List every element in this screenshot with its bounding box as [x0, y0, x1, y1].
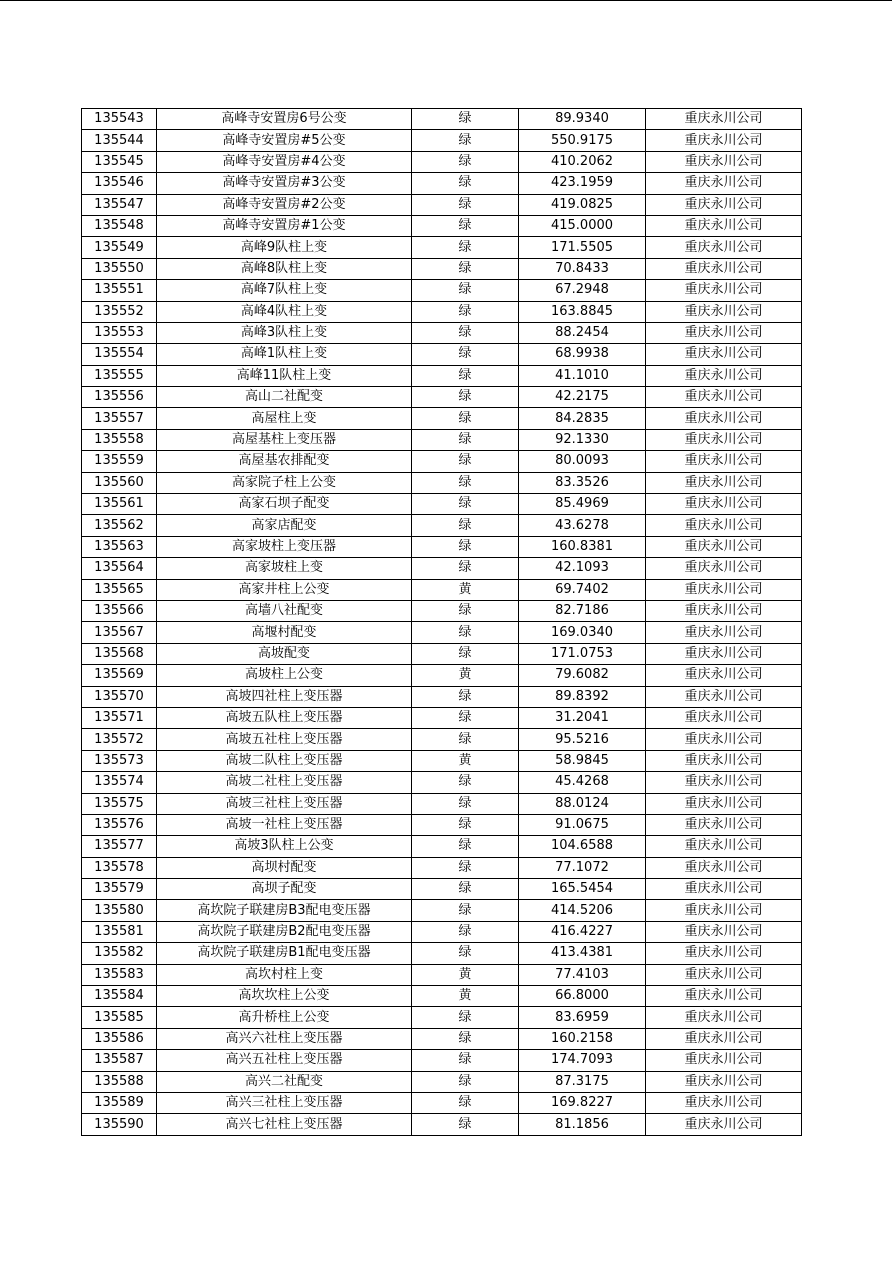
- value-cell: 104.6588: [519, 836, 646, 857]
- status-cell: 绿: [412, 600, 519, 621]
- table-row: [82, 1114, 802, 1135]
- table-row: [82, 322, 802, 343]
- table-row: [82, 109, 802, 130]
- id-cell: 135588: [82, 1071, 157, 1092]
- value-cell: 87.3175: [519, 1071, 646, 1092]
- company-cell: 重庆永川公司: [646, 1071, 802, 1092]
- id-cell: 135567: [82, 622, 157, 643]
- name-cell: 高堰村配变: [157, 622, 412, 643]
- id-cell: 135585: [82, 1007, 157, 1028]
- name-cell: 高坝子配变: [157, 879, 412, 900]
- table-row: [82, 387, 802, 408]
- table-row: [82, 986, 802, 1007]
- table-row: [82, 1050, 802, 1071]
- company-cell: 重庆永川公司: [646, 1050, 802, 1071]
- company-cell: 重庆永川公司: [646, 408, 802, 429]
- company-cell: 重庆永川公司: [646, 472, 802, 493]
- value-cell: 416.4227: [519, 921, 646, 942]
- company-cell: 重庆永川公司: [646, 109, 802, 130]
- table-row: [82, 194, 802, 215]
- company-cell: 重庆永川公司: [646, 301, 802, 322]
- value-cell: 84.2835: [519, 408, 646, 429]
- status-cell: 绿: [412, 536, 519, 557]
- status-cell: 绿: [412, 1071, 519, 1092]
- value-cell: 43.6278: [519, 515, 646, 536]
- name-cell: 高峰4队柱上变: [157, 301, 412, 322]
- value-cell: 41.1010: [519, 365, 646, 386]
- name-cell: 高坎院子联建房B3配电变压器: [157, 900, 412, 921]
- status-cell: 绿: [412, 151, 519, 172]
- table-row: [82, 515, 802, 536]
- status-cell: 黄: [412, 986, 519, 1007]
- name-cell: 高峰寺安置房#3公变: [157, 173, 412, 194]
- id-cell: 135590: [82, 1114, 157, 1135]
- name-cell: 高兴五社柱上变压器: [157, 1050, 412, 1071]
- company-cell: 重庆永川公司: [646, 130, 802, 151]
- id-cell: 135563: [82, 536, 157, 557]
- value-cell: 42.2175: [519, 387, 646, 408]
- status-cell: 绿: [412, 109, 519, 130]
- name-cell: 高峰寺安置房#2公变: [157, 194, 412, 215]
- company-cell: 重庆永川公司: [646, 237, 802, 258]
- id-cell: 135582: [82, 943, 157, 964]
- table-row: [82, 344, 802, 365]
- id-cell: 135589: [82, 1092, 157, 1113]
- name-cell: 高家店配变: [157, 515, 412, 536]
- value-cell: 174.7093: [519, 1050, 646, 1071]
- company-cell: 重庆永川公司: [646, 558, 802, 579]
- table-row: [82, 258, 802, 279]
- id-cell: 135552: [82, 301, 157, 322]
- status-cell: 黄: [412, 964, 519, 985]
- table-row: [82, 643, 802, 664]
- value-cell: 82.7186: [519, 600, 646, 621]
- name-cell: 高坡柱上公变: [157, 665, 412, 686]
- company-cell: 重庆永川公司: [646, 964, 802, 985]
- table-row: [82, 472, 802, 493]
- name-cell: 高坡3队柱上公变: [157, 836, 412, 857]
- table-row: [82, 900, 802, 921]
- value-cell: 67.2948: [519, 280, 646, 301]
- name-cell: 高坡一社柱上变压器: [157, 814, 412, 835]
- company-cell: 重庆永川公司: [646, 173, 802, 194]
- value-cell: 95.5216: [519, 729, 646, 750]
- name-cell: 高坎村柱上变: [157, 964, 412, 985]
- status-cell: 黄: [412, 750, 519, 771]
- status-cell: 绿: [412, 130, 519, 151]
- status-cell: 绿: [412, 472, 519, 493]
- status-cell: 绿: [412, 515, 519, 536]
- id-cell: 135570: [82, 686, 157, 707]
- table-row: [82, 558, 802, 579]
- company-cell: 重庆永川公司: [646, 151, 802, 172]
- id-cell: 135551: [82, 280, 157, 301]
- value-cell: 85.4969: [519, 494, 646, 515]
- status-cell: 绿: [412, 622, 519, 643]
- id-cell: 135558: [82, 429, 157, 450]
- name-cell: 高峰寺安置房#1公变: [157, 215, 412, 236]
- table-row: [82, 365, 802, 386]
- status-cell: 绿: [412, 686, 519, 707]
- id-cell: 135576: [82, 814, 157, 835]
- value-cell: 163.8845: [519, 301, 646, 322]
- company-cell: 重庆永川公司: [646, 643, 802, 664]
- name-cell: 高家井柱上公变: [157, 579, 412, 600]
- name-cell: 高屋柱上变: [157, 408, 412, 429]
- table-row: [82, 130, 802, 151]
- company-cell: 重庆永川公司: [646, 1028, 802, 1049]
- value-cell: 70.8433: [519, 258, 646, 279]
- table-row: [82, 1071, 802, 1092]
- name-cell: 高坡配变: [157, 643, 412, 664]
- value-cell: 414.5206: [519, 900, 646, 921]
- id-cell: 135583: [82, 964, 157, 985]
- status-cell: 绿: [412, 879, 519, 900]
- id-cell: 135577: [82, 836, 157, 857]
- status-cell: 黄: [412, 579, 519, 600]
- id-cell: 135566: [82, 600, 157, 621]
- company-cell: 重庆永川公司: [646, 943, 802, 964]
- value-cell: 410.2062: [519, 151, 646, 172]
- table-row: [82, 772, 802, 793]
- company-cell: 重庆永川公司: [646, 365, 802, 386]
- table-row: [82, 494, 802, 515]
- table-row: [82, 1092, 802, 1113]
- name-cell: 高峰8队柱上变: [157, 258, 412, 279]
- id-cell: 135573: [82, 750, 157, 771]
- company-cell: 重庆永川公司: [646, 600, 802, 621]
- value-cell: 415.0000: [519, 215, 646, 236]
- id-cell: 135549: [82, 237, 157, 258]
- table-row: [82, 579, 802, 600]
- value-cell: 160.8381: [519, 536, 646, 557]
- id-cell: 135587: [82, 1050, 157, 1071]
- table-row: [82, 280, 802, 301]
- status-cell: 绿: [412, 814, 519, 835]
- name-cell: 高兴二社配变: [157, 1071, 412, 1092]
- name-cell: 高峰寺安置房6号公变: [157, 109, 412, 130]
- name-cell: 高家石坝子配变: [157, 494, 412, 515]
- value-cell: 68.9938: [519, 344, 646, 365]
- id-cell: 135579: [82, 879, 157, 900]
- company-cell: 重庆永川公司: [646, 707, 802, 728]
- table-row: [82, 665, 802, 686]
- id-cell: 135578: [82, 857, 157, 878]
- value-cell: 89.8392: [519, 686, 646, 707]
- company-cell: 重庆永川公司: [646, 451, 802, 472]
- company-cell: 重庆永川公司: [646, 793, 802, 814]
- company-cell: 重庆永川公司: [646, 429, 802, 450]
- value-cell: 92.1330: [519, 429, 646, 450]
- value-cell: 77.1072: [519, 857, 646, 878]
- status-cell: 绿: [412, 1114, 519, 1135]
- value-cell: 81.1856: [519, 1114, 646, 1135]
- name-cell: 高峰1队柱上变: [157, 344, 412, 365]
- name-cell: 高坡二社柱上变压器: [157, 772, 412, 793]
- company-cell: 重庆永川公司: [646, 579, 802, 600]
- name-cell: 高峰9队柱上变: [157, 237, 412, 258]
- status-cell: 绿: [412, 793, 519, 814]
- name-cell: 高山二社配变: [157, 387, 412, 408]
- company-cell: 重庆永川公司: [646, 194, 802, 215]
- company-cell: 重庆永川公司: [646, 215, 802, 236]
- status-cell: 绿: [412, 173, 519, 194]
- status-cell: 绿: [412, 429, 519, 450]
- id-cell: 135557: [82, 408, 157, 429]
- status-cell: 绿: [412, 836, 519, 857]
- value-cell: 413.4381: [519, 943, 646, 964]
- status-cell: 黄: [412, 665, 519, 686]
- name-cell: 高峰寺安置房#4公变: [157, 151, 412, 172]
- name-cell: 高家坡柱上变压器: [157, 536, 412, 557]
- value-cell: 550.9175: [519, 130, 646, 151]
- id-cell: 135544: [82, 130, 157, 151]
- table-row: [82, 408, 802, 429]
- company-cell: 重庆永川公司: [646, 879, 802, 900]
- company-cell: 重庆永川公司: [646, 729, 802, 750]
- company-cell: 重庆永川公司: [646, 515, 802, 536]
- company-cell: 重庆永川公司: [646, 536, 802, 557]
- status-cell: 绿: [412, 237, 519, 258]
- id-cell: 135575: [82, 793, 157, 814]
- status-cell: 绿: [412, 215, 519, 236]
- value-cell: 80.0093: [519, 451, 646, 472]
- id-cell: 135564: [82, 558, 157, 579]
- status-cell: 绿: [412, 408, 519, 429]
- name-cell: 高坡二队柱上变压器: [157, 750, 412, 771]
- id-cell: 135581: [82, 921, 157, 942]
- name-cell: 高升桥柱上公变: [157, 1007, 412, 1028]
- name-cell: 高坎院子联建房B2配电变压器: [157, 921, 412, 942]
- value-cell: 83.3526: [519, 472, 646, 493]
- table-row: [82, 622, 802, 643]
- status-cell: 绿: [412, 772, 519, 793]
- status-cell: 绿: [412, 900, 519, 921]
- value-cell: 160.2158: [519, 1028, 646, 1049]
- value-cell: 42.1093: [519, 558, 646, 579]
- value-cell: 171.0753: [519, 643, 646, 664]
- company-cell: 重庆永川公司: [646, 665, 802, 686]
- name-cell: 高峰11队柱上变: [157, 365, 412, 386]
- status-cell: 绿: [412, 451, 519, 472]
- status-cell: 绿: [412, 1092, 519, 1113]
- id-cell: 135571: [82, 707, 157, 728]
- id-cell: 135560: [82, 472, 157, 493]
- id-cell: 135559: [82, 451, 157, 472]
- status-cell: 绿: [412, 729, 519, 750]
- name-cell: 高兴三社柱上变压器: [157, 1092, 412, 1113]
- name-cell: 高兴七社柱上变压器: [157, 1114, 412, 1135]
- table-body: [82, 109, 802, 1136]
- status-cell: 绿: [412, 344, 519, 365]
- company-cell: 重庆永川公司: [646, 344, 802, 365]
- value-cell: 31.2041: [519, 707, 646, 728]
- status-cell: 绿: [412, 194, 519, 215]
- company-cell: 重庆永川公司: [646, 857, 802, 878]
- status-cell: 绿: [412, 365, 519, 386]
- table-row: [82, 1028, 802, 1049]
- transformer-table: [81, 108, 802, 1136]
- value-cell: 58.9845: [519, 750, 646, 771]
- value-cell: 165.5454: [519, 879, 646, 900]
- value-cell: 88.0124: [519, 793, 646, 814]
- id-cell: 135580: [82, 900, 157, 921]
- company-cell: 重庆永川公司: [646, 280, 802, 301]
- table-row: [82, 237, 802, 258]
- name-cell: 高坎院子联建房B1配电变压器: [157, 943, 412, 964]
- name-cell: 高兴六社柱上变压器: [157, 1028, 412, 1049]
- id-cell: 135584: [82, 986, 157, 1007]
- value-cell: 419.0825: [519, 194, 646, 215]
- value-cell: 91.0675: [519, 814, 646, 835]
- table-row: [82, 964, 802, 985]
- table-row: [82, 151, 802, 172]
- name-cell: 高墙八社配变: [157, 600, 412, 621]
- id-cell: 135574: [82, 772, 157, 793]
- table-row: [82, 857, 802, 878]
- table-row: [82, 879, 802, 900]
- value-cell: 171.5505: [519, 237, 646, 258]
- value-cell: 77.4103: [519, 964, 646, 985]
- table-row: [82, 451, 802, 472]
- name-cell: 高坡四社柱上变压器: [157, 686, 412, 707]
- value-cell: 89.9340: [519, 109, 646, 130]
- status-cell: 绿: [412, 258, 519, 279]
- company-cell: 重庆永川公司: [646, 900, 802, 921]
- company-cell: 重庆永川公司: [646, 772, 802, 793]
- company-cell: 重庆永川公司: [646, 258, 802, 279]
- table-row: [82, 173, 802, 194]
- name-cell: 高坡三社柱上变压器: [157, 793, 412, 814]
- name-cell: 高坡五队柱上变压器: [157, 707, 412, 728]
- value-cell: 66.8000: [519, 986, 646, 1007]
- status-cell: 绿: [412, 558, 519, 579]
- company-cell: 重庆永川公司: [646, 921, 802, 942]
- table-row: [82, 750, 802, 771]
- id-cell: 135568: [82, 643, 157, 664]
- table-row: [82, 921, 802, 942]
- value-cell: 79.6082: [519, 665, 646, 686]
- id-cell: 135554: [82, 344, 157, 365]
- status-cell: 绿: [412, 943, 519, 964]
- id-cell: 135572: [82, 729, 157, 750]
- table-row: [82, 836, 802, 857]
- table-row: [82, 429, 802, 450]
- value-cell: 423.1959: [519, 173, 646, 194]
- name-cell: 高坡五社柱上变压器: [157, 729, 412, 750]
- page-top-border: [0, 0, 892, 1]
- value-cell: 169.0340: [519, 622, 646, 643]
- company-cell: 重庆永川公司: [646, 387, 802, 408]
- table-row: [82, 793, 802, 814]
- table-row: [82, 536, 802, 557]
- status-cell: 绿: [412, 322, 519, 343]
- company-cell: 重庆永川公司: [646, 322, 802, 343]
- name-cell: 高坎坎柱上公变: [157, 986, 412, 1007]
- status-cell: 绿: [412, 494, 519, 515]
- name-cell: 高峰寺安置房#5公变: [157, 130, 412, 151]
- table-row: [82, 707, 802, 728]
- status-cell: 绿: [412, 280, 519, 301]
- table-row: [82, 215, 802, 236]
- name-cell: 高屋基柱上变压器: [157, 429, 412, 450]
- table-row: [82, 1007, 802, 1028]
- id-cell: 135561: [82, 494, 157, 515]
- company-cell: 重庆永川公司: [646, 1007, 802, 1028]
- id-cell: 135548: [82, 215, 157, 236]
- id-cell: 135555: [82, 365, 157, 386]
- id-cell: 135565: [82, 579, 157, 600]
- company-cell: 重庆永川公司: [646, 836, 802, 857]
- status-cell: 绿: [412, 921, 519, 942]
- status-cell: 绿: [412, 857, 519, 878]
- id-cell: 135586: [82, 1028, 157, 1049]
- value-cell: 169.8227: [519, 1092, 646, 1113]
- status-cell: 绿: [412, 1028, 519, 1049]
- name-cell: 高坝村配变: [157, 857, 412, 878]
- id-cell: 135562: [82, 515, 157, 536]
- status-cell: 绿: [412, 707, 519, 728]
- value-cell: 88.2454: [519, 322, 646, 343]
- company-cell: 重庆永川公司: [646, 750, 802, 771]
- table-row: [82, 686, 802, 707]
- table-row: [82, 943, 802, 964]
- table-row: [82, 600, 802, 621]
- status-cell: 绿: [412, 387, 519, 408]
- company-cell: 重庆永川公司: [646, 986, 802, 1007]
- id-cell: 135553: [82, 322, 157, 343]
- status-cell: 绿: [412, 643, 519, 664]
- company-cell: 重庆永川公司: [646, 494, 802, 515]
- name-cell: 高峰3队柱上变: [157, 322, 412, 343]
- company-cell: 重庆永川公司: [646, 814, 802, 835]
- id-cell: 135550: [82, 258, 157, 279]
- value-cell: 83.6959: [519, 1007, 646, 1028]
- id-cell: 135546: [82, 173, 157, 194]
- table-row: [82, 301, 802, 322]
- id-cell: 135547: [82, 194, 157, 215]
- status-cell: 绿: [412, 1007, 519, 1028]
- company-cell: 重庆永川公司: [646, 1114, 802, 1135]
- id-cell: 135569: [82, 665, 157, 686]
- value-cell: 45.4268: [519, 772, 646, 793]
- value-cell: 69.7402: [519, 579, 646, 600]
- id-cell: 135543: [82, 109, 157, 130]
- name-cell: 高屋基农排配变: [157, 451, 412, 472]
- table-row: [82, 729, 802, 750]
- status-cell: 绿: [412, 301, 519, 322]
- name-cell: 高家坡柱上变: [157, 558, 412, 579]
- company-cell: 重庆永川公司: [646, 622, 802, 643]
- status-cell: 绿: [412, 1050, 519, 1071]
- name-cell: 高峰7队柱上变: [157, 280, 412, 301]
- id-cell: 135556: [82, 387, 157, 408]
- table-row: [82, 814, 802, 835]
- company-cell: 重庆永川公司: [646, 1092, 802, 1113]
- company-cell: 重庆永川公司: [646, 686, 802, 707]
- id-cell: 135545: [82, 151, 157, 172]
- name-cell: 高家院子柱上公变: [157, 472, 412, 493]
